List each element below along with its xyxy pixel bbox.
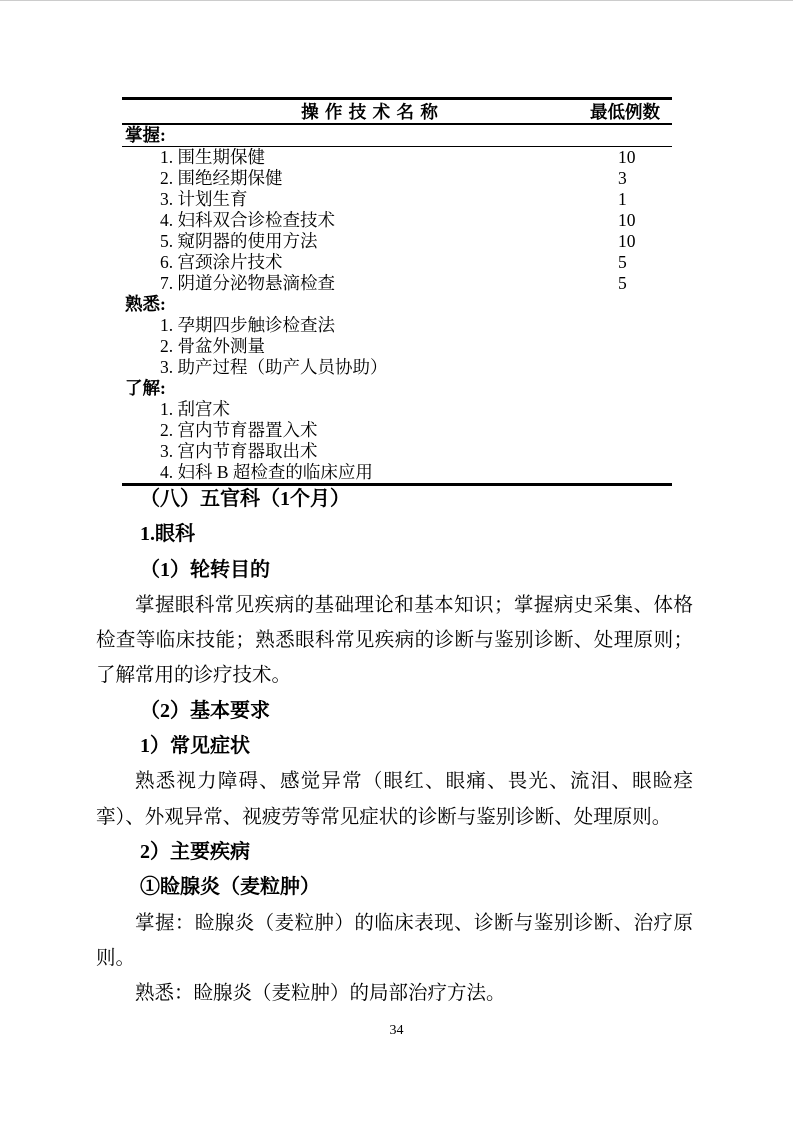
table-row xyxy=(122,399,672,420)
section-heading: 1.眼科 xyxy=(140,523,195,546)
table-row xyxy=(122,315,672,336)
document-body xyxy=(96,482,693,1011)
body-paragraph: 掌握眼科常见疾病的基础理论和基本知识；掌握病史采集、体格检查等临床技能；熟悉眼科常见疾病的诊断与鉴别诊断、处理原则；了解常用的诊疗技术。 xyxy=(96,594,693,687)
table-row xyxy=(122,273,672,294)
section-heading: （2）基本要求 xyxy=(140,699,270,722)
section-heading: （1）轮转目的 xyxy=(140,558,270,581)
body-paragraph: 掌握：睑腺炎（麦粒肿）的临床表现、诊断与鉴别诊断、治疗原则。 xyxy=(96,912,693,969)
procedure-name: 6. 宫颈涂片技术 xyxy=(160,252,283,272)
minimum-cases-value: 10 xyxy=(618,210,636,230)
table-header-row xyxy=(122,100,672,125)
procedure-name: 熟悉: xyxy=(125,294,166,314)
procedure-name: 1. 围生期保健 xyxy=(160,147,265,167)
table-row xyxy=(122,189,672,210)
procedure-name: 3. 宫内节育器取出术 xyxy=(160,441,318,461)
table-row xyxy=(122,252,672,273)
procedure-name: 1. 刮宫术 xyxy=(160,399,230,419)
minimum-cases-value: 5 xyxy=(618,273,627,293)
procedure-name: 2. 骨盆外测量 xyxy=(160,336,265,356)
procedure-name: 4. 妇科双合诊检查技术 xyxy=(160,210,335,230)
minimum-cases-value: 5 xyxy=(618,252,627,272)
table-row xyxy=(122,441,672,462)
procedure-name: 7. 阴道分泌物悬滴检查 xyxy=(160,273,335,293)
table-row xyxy=(122,420,672,441)
procedures-table xyxy=(122,97,672,486)
procedures-table-body xyxy=(122,125,672,483)
page-number: 34 xyxy=(389,1023,404,1038)
body-paragraph: 熟悉视力障碍、感觉异常（眼红、眼痛、畏光、流泪、眼睑痉挛）、外观异常、视疲劳等常见症状的诊断与鉴别诊断、处理原则。 xyxy=(96,771,693,828)
table-row xyxy=(122,125,672,147)
procedure-name: 5. 窥阴器的使用方法 xyxy=(160,231,318,251)
section-heading: ①睑腺炎（麦粒肿） xyxy=(140,876,320,899)
table-row xyxy=(122,210,672,231)
procedure-name: 4. 妇科 B 超检查的临床应用 xyxy=(160,462,373,482)
minimum-cases-value: 10 xyxy=(618,147,636,167)
table-row xyxy=(122,378,672,399)
section-heading: （八）五官科（1个月） xyxy=(140,488,350,510)
minimum-cases-value: 1 xyxy=(618,189,627,209)
minimum-cases-value: 10 xyxy=(618,231,636,251)
table-row xyxy=(122,357,672,378)
procedure-name: 了解: xyxy=(125,378,166,398)
table-row xyxy=(122,336,672,357)
table-row xyxy=(122,231,672,252)
table-header-minimum-cases: 最低例数 xyxy=(590,102,660,122)
procedure-name: 掌握: xyxy=(125,125,166,145)
procedure-name: 2. 宫内节育器置入术 xyxy=(160,420,318,440)
minimum-cases-value: 3 xyxy=(618,168,627,188)
table-row xyxy=(122,147,672,168)
section-heading: 1）常见症状 xyxy=(140,735,250,758)
section-heading: 2）主要疾病 xyxy=(140,840,250,863)
body-paragraph: 熟悉：睑腺炎（麦粒肿）的局部治疗方法。 xyxy=(135,983,506,1005)
table-row xyxy=(122,294,672,315)
procedure-name: 1. 孕期四步触诊检查法 xyxy=(160,315,335,335)
procedure-name: 2. 围绝经期保健 xyxy=(160,168,283,188)
table-row xyxy=(122,462,672,483)
procedure-name: 3. 助产过程（助产人员协助） xyxy=(160,357,388,377)
table-header-procedure-name: 操 作 技 术 名 称 xyxy=(301,102,439,122)
table-row xyxy=(122,168,672,189)
procedure-name: 3. 计划生育 xyxy=(160,189,248,209)
